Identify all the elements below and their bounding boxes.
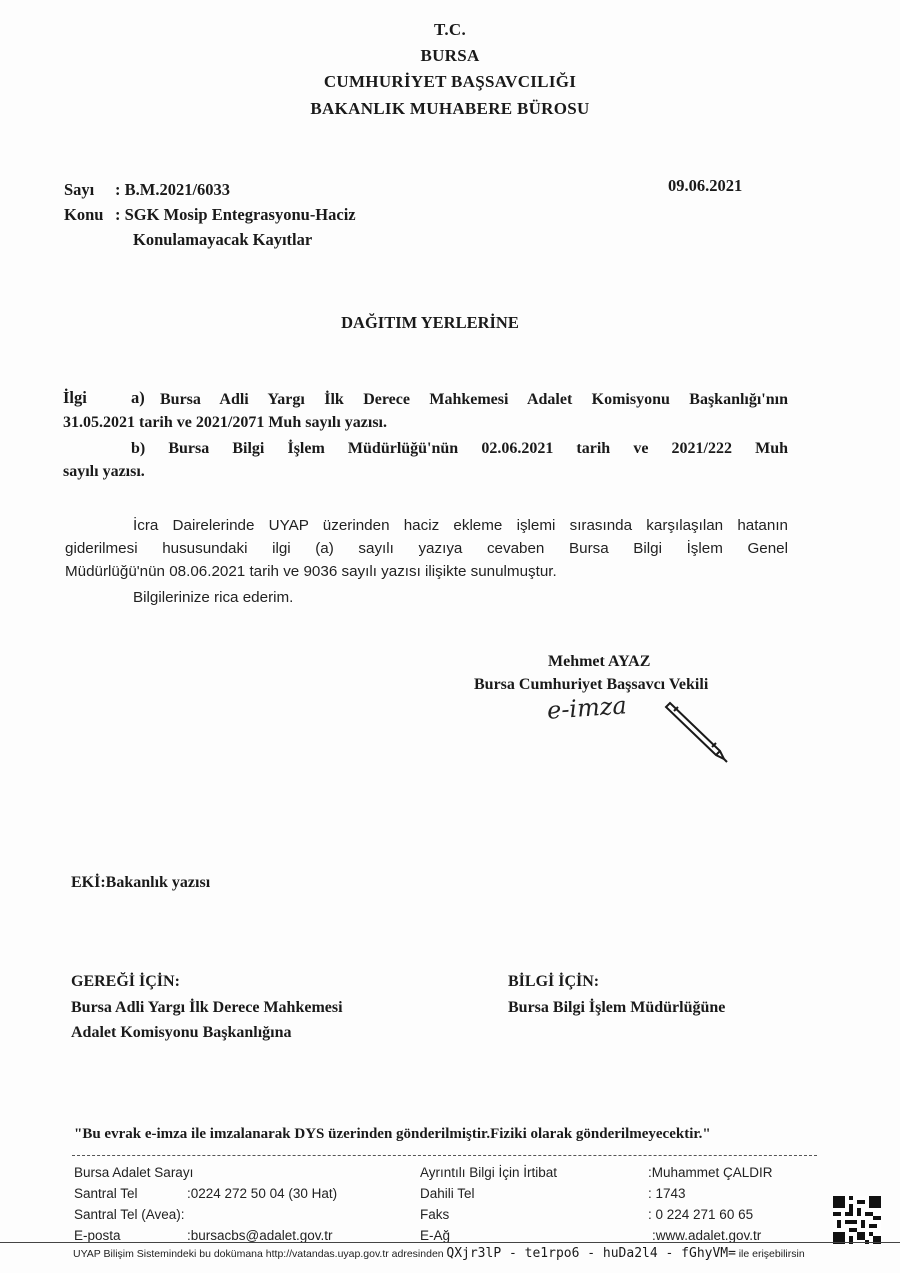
- e-imza-signature: e-imza: [546, 691, 628, 725]
- verify-suffix: ile erişebilirsin: [738, 1248, 805, 1260]
- bilgi-label: BİLGİ İÇİN:: [508, 973, 600, 990]
- document-date: 09.06.2021: [668, 176, 743, 195]
- ilgi-b-line2: sayılı yazısı.: [63, 463, 145, 480]
- signer-title: Bursa Cumhuriyet Başsavcı Vekili: [474, 676, 709, 693]
- body-paragraph-line2: giderilmesi hususundaki ilgi (a) sayılı yazıya cevaben Bursa Bilgi İşlem Genel: [65, 540, 788, 557]
- attachment-note: EKİ:Bakanlık yazısı: [71, 874, 211, 891]
- footer-eag-label: E-Ağ: [420, 1228, 451, 1243]
- footer-address: Bursa Adalet Sarayı: [74, 1165, 194, 1180]
- gerekli-recipient-line2: Adalet Komisyonu Başkanlığına: [71, 1024, 292, 1041]
- header-bureau: BAKANLIK MUHABERE BÜROSU: [310, 99, 590, 118]
- footer-eag-value[interactable]: :www.adalet.gov.tr: [652, 1228, 762, 1243]
- footer-faks-label: Faks: [420, 1207, 450, 1222]
- body-closing: Bilgilerinize rica ederim.: [133, 589, 294, 606]
- verify-line: [73, 1246, 805, 1261]
- ilgi-a-line2: 31.05.2021 tarih ve 2021/2071 Muh sayılı yazısı.: [63, 414, 387, 431]
- addressee: DAĞITIM YERLERİNE: [341, 313, 519, 332]
- footer-dahili-value: : 1743: [648, 1186, 686, 1201]
- ilgi-a-line1: Bursa Adli Yargı İlk Derece Mahkemesi Adalet Komisyonu Başkanlığı'nın: [160, 391, 788, 408]
- verify-prefix: UYAP Bilişim Sistemindeki bu dokümana http://vatandas.uyap.gov.tr adresinden: [73, 1248, 444, 1260]
- ilgi-b-line1: b) Bursa Bilgi İşlem Müdürlüğü'nün 02.06.2021 tarih ve 2021/222 Muh: [131, 440, 788, 457]
- konu-value-2: Konulamayacak Kayıtlar: [133, 230, 313, 249]
- konu-value-1: : SGK Mosip Entegrasyonu-Haciz: [115, 205, 356, 224]
- footer-email-label: E-posta: [74, 1228, 121, 1243]
- gerekli-recipient-line1: Bursa Adli Yargı İlk Derece Mahkemesi: [71, 999, 343, 1016]
- header-institution: CUMHURİYET BAŞSAVCILIĞI: [323, 72, 577, 91]
- pen-icon: [664, 695, 734, 765]
- ilgi-label: İlgi: [63, 388, 87, 407]
- footer-santral-label: Santral Tel: [74, 1186, 138, 1201]
- footer-contact-value: :Muhammet ÇALDIR: [648, 1165, 773, 1180]
- gerekli-label: GEREĞİ İÇİN:: [71, 973, 180, 990]
- body-paragraph-line1: İcra Dairelerinde UYAP üzerinden haciz ekleme işlemi sırasında karşılaşılan hatanın: [133, 517, 788, 534]
- sayi-label: Sayı: [64, 180, 95, 199]
- bilgi-recipient: Bursa Bilgi İşlem Müdürlüğüne: [508, 999, 726, 1016]
- verify-divider: [0, 1242, 900, 1243]
- signer-name: Mehmet AYAZ: [548, 653, 651, 670]
- footer-contact-label: Ayrıntılı Bilgi İçin İrtibat: [420, 1165, 558, 1180]
- footer-divider: [72, 1155, 817, 1156]
- verify-code: QXjr3lP - te1rpo6 - huDa2l4 - fGhyVM=: [446, 1246, 736, 1261]
- header-tc: T.C.: [433, 20, 467, 39]
- header-city: BURSA: [420, 46, 480, 65]
- body-paragraph-line3: Müdürlüğü'nün 08.06.2021 tarih ve 9036 sayılı yazısı ilişikte sunulmuştur.: [65, 563, 557, 580]
- konu-label: Konu: [64, 205, 104, 224]
- ilgi-a-marker: a): [131, 388, 145, 407]
- sayi-value: : B.M.2021/6033: [115, 180, 231, 199]
- footer-avea-label: Santral Tel (Avea):: [74, 1207, 185, 1222]
- footer-faks-value: : 0 224 271 60 65: [648, 1207, 754, 1222]
- footer-dahili-label: Dahili Tel: [420, 1186, 475, 1201]
- footer-santral-value: :0224 272 50 04 (30 Hat): [187, 1186, 338, 1201]
- qr-code-icon: [833, 1196, 881, 1244]
- dys-notice: "Bu evrak e-imza ile imzalanarak DYS üzerinden gönderilmiştir.Fiziki olarak gönderilmeyecektir.": [74, 1126, 711, 1142]
- footer-email-value[interactable]: :bursacbs@adalet.gov.tr: [187, 1228, 333, 1243]
